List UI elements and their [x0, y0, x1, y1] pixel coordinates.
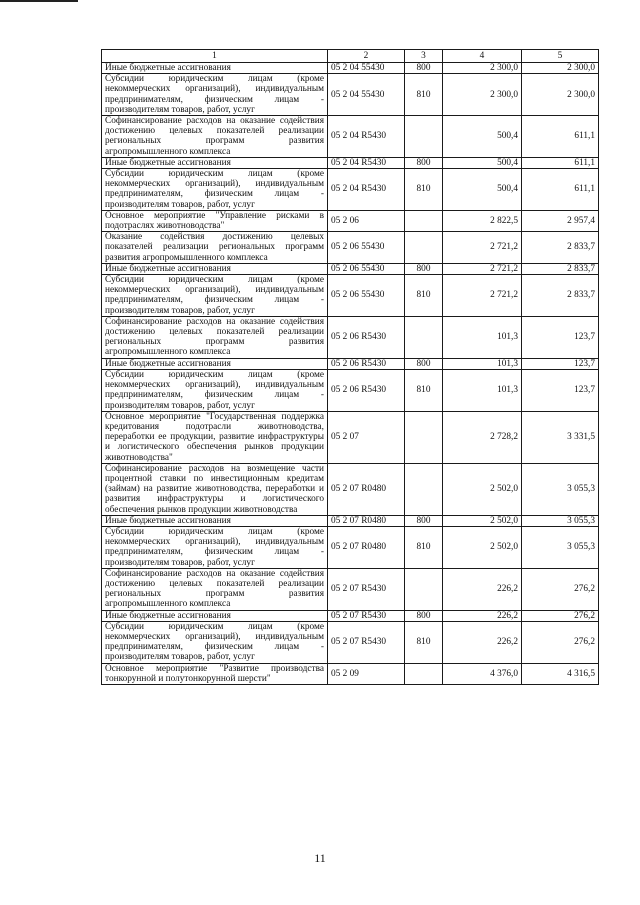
row-code: 05 2 07 R0480: [328, 463, 405, 515]
row-code: 05 2 06 55430: [328, 275, 405, 317]
row-name: Иные бюджетные ассигнования: [102, 263, 328, 274]
table-row: [102, 157, 599, 168]
row-name: Оказание содействия достижению целевых показателей реализации региональных программ развития агропромышленного комплекса: [102, 232, 328, 264]
row-code: 05 2 07 R5430: [328, 610, 405, 621]
table-row: [102, 210, 599, 231]
row-amount-2: 2 833,7: [522, 275, 599, 317]
row-code: 05 2 04 55430: [328, 74, 405, 116]
row-name: Субсидии юридическим лицам (кроме некоммерческих организаций), индивидуальным предпринимателям, физическим лицам - производителям товаров, работ, услуг: [102, 275, 328, 317]
header-col-3: 3: [405, 50, 443, 63]
row-amount-1: 2 728,2: [443, 411, 522, 463]
row-expense-type: 800: [405, 263, 443, 274]
row-expense-type: [405, 232, 443, 264]
row-amount-2: 276,2: [522, 610, 599, 621]
row-amount-1: 500,4: [443, 116, 522, 158]
row-name: Иные бюджетные ассигнования: [102, 63, 328, 74]
row-amount-1: 500,4: [443, 157, 522, 168]
row-amount-1: 2 502,0: [443, 463, 522, 515]
row-expense-type: 810: [405, 169, 443, 211]
table-body: [102, 63, 599, 685]
row-expense-type: [405, 568, 443, 610]
row-name: Иные бюджетные ассигнования: [102, 358, 328, 369]
row-expense-type: [405, 210, 443, 231]
table-row: [102, 63, 599, 74]
row-code: 05 2 04 R5430: [328, 169, 405, 211]
row-code: 05 2 06 R5430: [328, 358, 405, 369]
row-amount-2: 2 300,0: [522, 63, 599, 74]
header-col-4: 4: [443, 50, 522, 63]
row-amount-2: 611,1: [522, 169, 599, 211]
row-expense-type: 800: [405, 157, 443, 168]
row-amount-2: 2 833,7: [522, 232, 599, 264]
row-name: Иные бюджетные ассигнования: [102, 515, 328, 526]
row-amount-1: 2 822,5: [443, 210, 522, 231]
row-amount-2: 3 055,3: [522, 526, 599, 568]
row-amount-2: 4 316,5: [522, 663, 599, 684]
row-amount-1: 226,2: [443, 610, 522, 621]
row-amount-2: 2 300,0: [522, 74, 599, 116]
budget-table: [101, 49, 599, 685]
row-expense-type: 810: [405, 275, 443, 317]
table-row: [102, 526, 599, 568]
row-amount-1: 2 502,0: [443, 526, 522, 568]
row-amount-1: 226,2: [443, 568, 522, 610]
row-name: Субсидии юридическим лицам (кроме некоммерческих организаций), индивидуальным предпринимателям, физическим лицам - производителям товаров, работ, услуг: [102, 369, 328, 411]
row-name: Иные бюджетные ассигнования: [102, 157, 328, 168]
row-expense-type: 810: [405, 74, 443, 116]
row-amount-1: 2 721,2: [443, 232, 522, 264]
header-col-5: 5: [522, 50, 599, 63]
row-code: 05 2 06: [328, 210, 405, 231]
page-number: 11: [314, 851, 326, 865]
table-row: [102, 232, 599, 264]
row-amount-1: 4 376,0: [443, 663, 522, 684]
row-amount-2: 276,2: [522, 568, 599, 610]
row-name: Основное мероприятие "Государственная поддержка кредитования подотрасли животноводства, переработки ее продукции, развитие инфраструктуры и логистического обеспечения рынков продукции животноводства": [102, 411, 328, 463]
row-expense-type: 810: [405, 526, 443, 568]
table-row: [102, 621, 599, 663]
row-amount-2: 611,1: [522, 157, 599, 168]
row-amount-1: 500,4: [443, 169, 522, 211]
row-amount-1: 101,3: [443, 358, 522, 369]
table-row: [102, 411, 599, 463]
table-row: [102, 463, 599, 515]
row-code: 05 2 06 R5430: [328, 316, 405, 358]
row-code: 05 2 04 R5430: [328, 157, 405, 168]
row-amount-2: 611,1: [522, 116, 599, 158]
table-row: [102, 263, 599, 274]
row-expense-type: [405, 463, 443, 515]
row-expense-type: 800: [405, 63, 443, 74]
row-expense-type: [405, 316, 443, 358]
row-code: 05 2 06 R5430: [328, 369, 405, 411]
row-amount-1: 226,2: [443, 621, 522, 663]
row-expense-type: 800: [405, 515, 443, 526]
table-row: [102, 568, 599, 610]
row-name: Субсидии юридическим лицам (кроме некоммерческих организаций), индивидуальным предпринимателям, физическим лицам - производителям товаров, работ, услуг: [102, 526, 328, 568]
row-expense-type: 810: [405, 621, 443, 663]
row-amount-1: 2 300,0: [443, 63, 522, 74]
row-code: 05 2 07 R0480: [328, 515, 405, 526]
row-expense-type: [405, 411, 443, 463]
row-amount-1: 2 300,0: [443, 74, 522, 116]
table-row: [102, 369, 599, 411]
row-name: Субсидии юридическим лицам (кроме некоммерческих организаций), индивидуальным предпринимателям, физическим лицам - производителям товаров, работ, услуг: [102, 74, 328, 116]
header-col-1: 1: [102, 50, 328, 63]
row-amount-2: 123,7: [522, 369, 599, 411]
row-expense-type: 800: [405, 358, 443, 369]
row-amount-2: 276,2: [522, 621, 599, 663]
table-row: [102, 74, 599, 116]
table-row: [102, 358, 599, 369]
header-col-2: 2: [328, 50, 405, 63]
row-amount-2: 3 055,3: [522, 515, 599, 526]
row-expense-type: [405, 663, 443, 684]
row-code: 05 2 07 R5430: [328, 621, 405, 663]
row-code: 05 2 07 R5430: [328, 568, 405, 610]
row-name: Иные бюджетные ассигнования: [102, 610, 328, 621]
row-name: Софинансирование расходов на оказание содействия достижению целевых показателей реализации региональных программ развития агропромышленного комплекса: [102, 568, 328, 610]
row-name: Субсидии юридическим лицам (кроме некоммерческих организаций), индивидуальным предпринимателям, физическим лицам - производителям товаров, работ, услуг: [102, 169, 328, 211]
row-amount-2: 3 055,3: [522, 463, 599, 515]
row-amount-2: 2 957,4: [522, 210, 599, 231]
table-row: [102, 610, 599, 621]
row-code: 05 2 06 55430: [328, 232, 405, 264]
table-row: [102, 515, 599, 526]
row-amount-2: 3 331,5: [522, 411, 599, 463]
table-row: [102, 663, 599, 684]
row-amount-1: 2 721,2: [443, 275, 522, 317]
row-name: Софинансирование расходов на оказание содействия достижению целевых показателей реализации региональных программ развития агропромышленного комплекса: [102, 116, 328, 158]
table-row: [102, 169, 599, 211]
row-name: Субсидии юридическим лицам (кроме некоммерческих организаций), индивидуальным предпринимателям, физическим лицам - производителям товаров, работ, услуг: [102, 621, 328, 663]
row-code: 05 2 04 R5430: [328, 116, 405, 158]
row-code: 05 2 04 55430: [328, 63, 405, 74]
row-code: 05 2 06 55430: [328, 263, 405, 274]
row-name: Софинансирование расходов на возмещение части процентной ставки по инвестиционным кредитам (займам) на развитие животноводства, переработки и развития инфраструктуры и логистического обеспечения рынков продукции животноводства: [102, 463, 328, 515]
row-name: Основное мероприятие "Развитие производства тонкорунной и полутонкорунной шерсти": [102, 663, 328, 684]
row-amount-1: 101,3: [443, 369, 522, 411]
table-header-row: [102, 50, 599, 63]
row-code: 05 2 09: [328, 663, 405, 684]
row-expense-type: [405, 116, 443, 158]
row-amount-1: 2 502,0: [443, 515, 522, 526]
row-code: 05 2 07: [328, 411, 405, 463]
row-amount-2: 2 833,7: [522, 263, 599, 274]
row-amount-2: 123,7: [522, 358, 599, 369]
row-name: Софинансирование расходов на оказание содействия достижению целевых показателей реализации региональных программ развития агропромышленного комплекса: [102, 316, 328, 358]
row-code: 05 2 07 R0480: [328, 526, 405, 568]
table-row: [102, 316, 599, 358]
row-amount-1: 101,3: [443, 316, 522, 358]
table-row: [102, 275, 599, 317]
row-amount-2: 123,7: [522, 316, 599, 358]
row-expense-type: 800: [405, 610, 443, 621]
top-rule: [0, 0, 78, 2]
table-row: [102, 116, 599, 158]
row-expense-type: 810: [405, 369, 443, 411]
row-name: Основное мероприятие "Управление рисками в подотраслях животноводства": [102, 210, 328, 231]
row-amount-1: 2 721,2: [443, 263, 522, 274]
